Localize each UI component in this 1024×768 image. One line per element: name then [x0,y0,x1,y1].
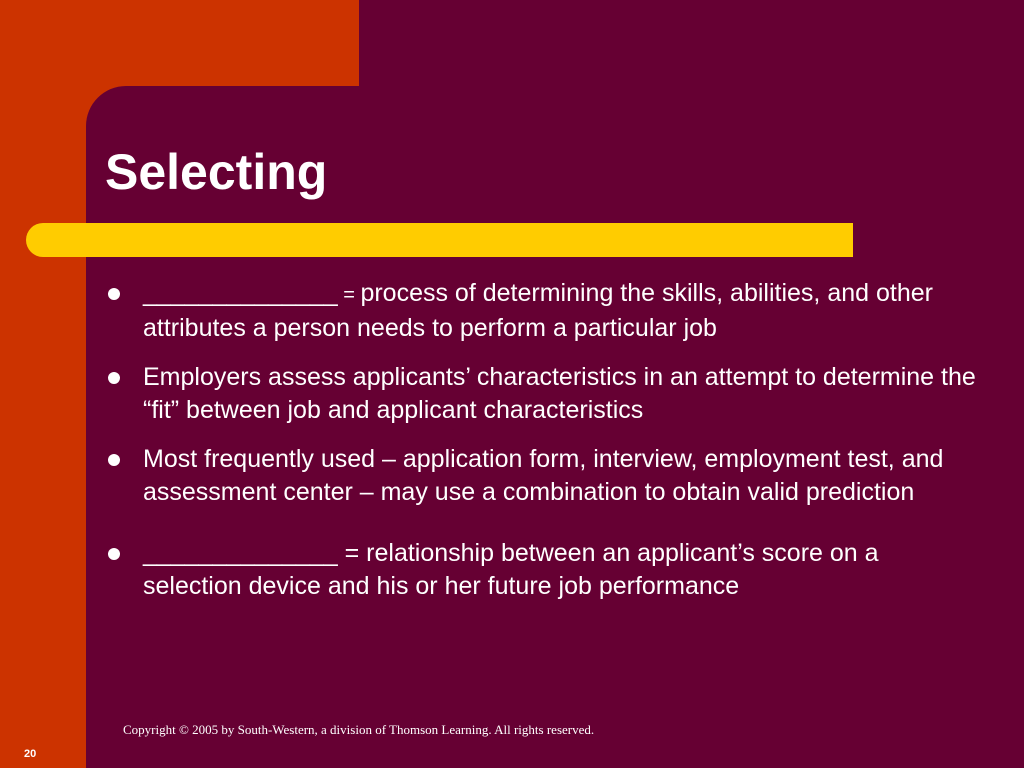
bullet-icon [108,288,120,300]
copyright-notice: Copyright © 2005 by South-Western, a division of Thomson Learning. All rights reserved. [123,722,595,737]
bullet-item-1 [104,277,984,345]
bullet-list [104,277,984,619]
bullet-item-2 [104,361,984,427]
title-accent-bar [26,223,853,257]
bullet-icon [108,372,120,384]
bullet-item-3 [104,443,984,509]
bullet-text: relationship between an applicant’s score on a selection device and his or her future job performance [143,539,879,600]
equals-sign: = [337,539,367,567]
bullet-item-4 [104,537,984,603]
fill-in-blank: ______________ [143,279,338,307]
bullet-icon [108,454,120,466]
bullet-text: process of determining the skills, abilities, and other attributes a person needs to perform a particular job [143,279,933,342]
bullet-text: Employers assess applicants’ characteristics in an attempt to determine the “fit” between job and applicant characteristics [143,363,976,424]
bullet-icon [108,548,120,560]
fill-in-blank: ______________ [143,539,338,567]
slide-title: Selecting [105,144,328,200]
bullet-text: Most frequently used – application form, interview, employment test, and assessment center – may use a combination to obtain valid prediction [143,445,944,506]
top-panel-background [359,0,1024,100]
equals-sign: = [337,284,361,306]
slide-number: 20 [24,748,37,760]
